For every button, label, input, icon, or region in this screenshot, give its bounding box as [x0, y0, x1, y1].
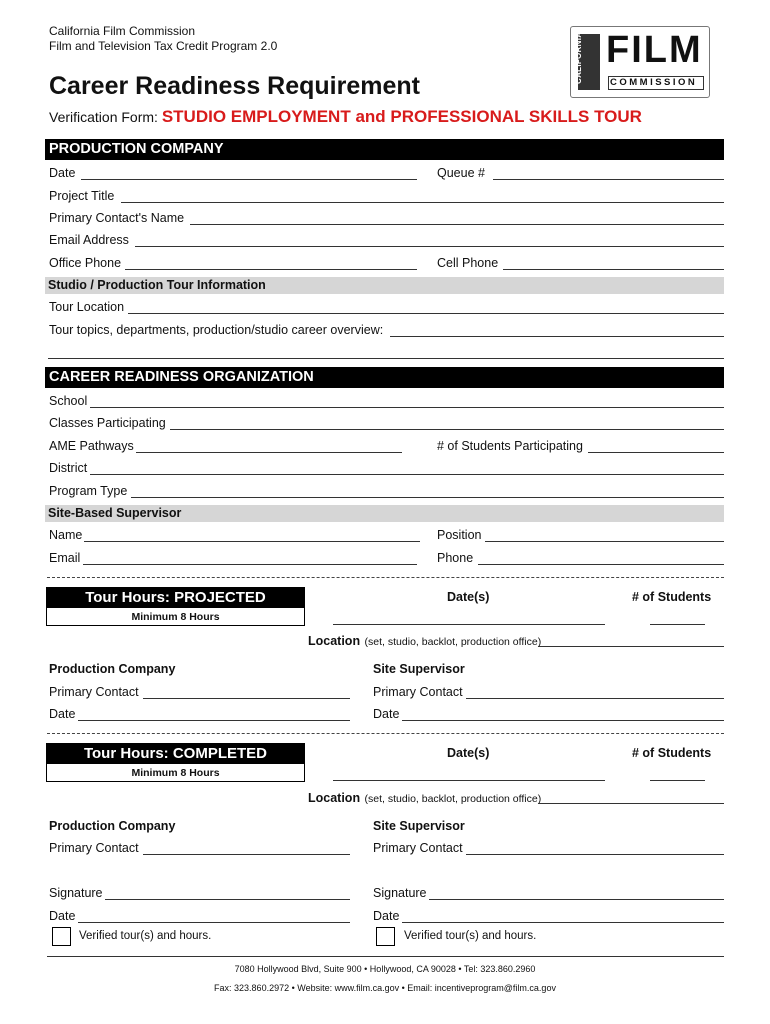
num-students-label: # of Students Participating — [437, 439, 583, 453]
completed-ss-contact-field[interactable] — [466, 854, 724, 855]
completed-site-supervisor-label: Site Supervisor — [373, 819, 465, 833]
projected-site-supervisor-label: Site Supervisor — [373, 662, 465, 676]
projected-location-label — [308, 632, 541, 650]
projected-location-field[interactable] — [538, 646, 724, 647]
completed-ss-date-field[interactable] — [402, 922, 724, 923]
subtitle-prefix: Verification Form: — [49, 109, 162, 125]
num-students-field[interactable] — [588, 452, 724, 453]
pc-email-label: Email Address — [49, 233, 129, 247]
projected-pc-date-field[interactable] — [78, 720, 350, 721]
pc-verified-label: Verified tour(s) and hours. — [79, 930, 212, 942]
pc-date-label: Date — [49, 166, 76, 180]
completed-ss-signature-label: Signature — [373, 886, 427, 900]
pc-project-title-label: Project Title — [49, 189, 115, 203]
subtitle-highlight: STUDIO EMPLOYMENT and PROFESSIONAL SKILLS TOUR — [161, 107, 642, 126]
projected-location-hint: (set, studio, backlot, production office) — [364, 636, 542, 648]
projected-location-word: Location — [308, 634, 361, 648]
ss-verified-label: Verified tour(s) and hours. — [404, 930, 537, 942]
completed-pc-date-label: Date — [49, 909, 76, 923]
tour-location-label: Tour Location — [49, 300, 125, 314]
projected-dates-field[interactable] — [333, 624, 605, 625]
projected-dates-label: Date(s) — [447, 590, 490, 604]
logo-commission: COMMISSION — [610, 77, 698, 88]
completed-ss-date-label: Date — [373, 909, 400, 923]
supervisor-email-label: Email — [49, 551, 81, 565]
projected-ss-contact-field[interactable] — [466, 698, 724, 699]
supervisor-heading: Site-Based Supervisor — [45, 505, 724, 522]
program-name: Film and Television Tax Credit Program 2.0 — [49, 39, 278, 53]
projected-students-field[interactable] — [650, 624, 705, 625]
completed-ss-signature-field[interactable] — [429, 899, 724, 900]
page-title: Career Readiness Requirement — [49, 72, 420, 100]
logo-california: CALIFORNIA — [574, 31, 583, 84]
projected-pc-date-label: Date — [49, 707, 76, 721]
tour-info-heading: Studio / Production Tour Information — [45, 277, 724, 294]
program-type-field[interactable] — [131, 497, 724, 498]
pc-cell-phone-field[interactable] — [503, 269, 724, 270]
projected-header: Tour Hours: PROJECTED — [46, 587, 305, 608]
pc-cell-phone-label: Cell Phone — [437, 256, 499, 270]
completed-students-field[interactable] — [650, 780, 705, 781]
film-commission-logo — [570, 26, 710, 98]
completed-location-field[interactable] — [538, 803, 724, 804]
production-company-header: PRODUCTION COMPANY — [45, 139, 724, 160]
supervisor-email-field[interactable] — [83, 564, 417, 565]
completed-header: Tour Hours: COMPLETED — [46, 743, 305, 764]
projected-ss-contact-label: Primary Contact — [373, 685, 463, 699]
completed-dates-field[interactable] — [333, 780, 605, 781]
ame-field[interactable] — [136, 452, 402, 453]
classes-label: Classes Participating — [49, 416, 166, 430]
supervisor-phone-field[interactable] — [478, 564, 724, 565]
footer-divider — [47, 956, 724, 957]
supervisor-name-label: Name — [49, 528, 83, 542]
completed-location-word: Location — [308, 791, 361, 805]
completed-ss-contact-label: Primary Contact — [373, 841, 463, 855]
supervisor-name-field[interactable] — [84, 541, 420, 542]
school-field[interactable] — [90, 407, 724, 408]
completed-location-hint: (set, studio, backlot, production office) — [364, 793, 542, 805]
projected-minimum: Minimum 8 Hours — [46, 608, 305, 626]
ame-label: AME Pathways — [49, 439, 134, 453]
completed-location-label — [308, 789, 541, 807]
pc-project-title-field[interactable] — [121, 202, 724, 203]
career-org-header: CAREER READINESS ORGANIZATION — [45, 367, 724, 388]
pc-primary-contact-label: Primary Contact's Name — [49, 211, 185, 225]
projected-prod-company-label: Production Company — [49, 662, 176, 676]
tour-topics-label: Tour topics, departments, production/studio career overview: — [49, 323, 384, 337]
footer-contact: Fax: 323.860.2972 • Website: www.film.ca.gov • Email: incentiveprogram@film.ca.gov — [214, 983, 556, 993]
tour-topics-field-2[interactable] — [48, 358, 724, 359]
pc-office-phone-field[interactable] — [125, 269, 417, 270]
district-field[interactable] — [90, 474, 724, 475]
pc-office-phone-label: Office Phone — [49, 256, 122, 270]
completed-pc-contact-label: Primary Contact — [49, 841, 139, 855]
district-label: District — [49, 461, 88, 475]
completed-prod-company-label: Production Company — [49, 819, 176, 833]
completed-pc-signature-field[interactable] — [105, 899, 350, 900]
classes-field[interactable] — [170, 429, 724, 430]
program-type-label: Program Type — [49, 484, 128, 498]
org-name: California Film Commission — [49, 24, 196, 38]
divider-dashed-2 — [47, 733, 724, 734]
pc-date-field[interactable] — [81, 179, 417, 180]
pc-verified-checkbox[interactable] — [52, 927, 71, 946]
page-subtitle — [49, 107, 642, 127]
projected-ss-date-label: Date — [373, 707, 400, 721]
ss-verified-checkbox[interactable] — [376, 927, 395, 946]
completed-pc-date-field[interactable] — [78, 922, 350, 923]
completed-minimum: Minimum 8 Hours — [46, 764, 305, 782]
completed-students-label: # of Students — [632, 746, 712, 760]
school-label: School — [49, 394, 88, 408]
projected-students-label: # of Students — [632, 590, 712, 604]
footer-address: 7080 Hollywood Blvd, Suite 900 • Hollywood, CA 90028 • Tel: 323.860.2960 — [234, 964, 536, 974]
completed-pc-signature-label: Signature — [49, 886, 103, 900]
completed-pc-contact-field[interactable] — [143, 854, 350, 855]
pc-email-field[interactable] — [135, 246, 724, 247]
tour-location-field[interactable] — [128, 313, 724, 314]
pc-queue-label: Queue # — [437, 166, 485, 180]
pc-primary-contact-field[interactable] — [190, 224, 724, 225]
supervisor-position-field[interactable] — [485, 541, 724, 542]
supervisor-position-label: Position — [437, 528, 482, 542]
divider-dashed — [47, 577, 724, 578]
pc-queue-field[interactable] — [493, 179, 724, 180]
projected-pc-contact-field[interactable] — [143, 698, 350, 699]
tour-topics-field[interactable] — [390, 336, 724, 337]
supervisor-phone-label: Phone — [437, 551, 474, 565]
projected-pc-contact-label: Primary Contact — [49, 685, 139, 699]
projected-ss-date-field[interactable] — [402, 720, 724, 721]
logo-film: FILM — [606, 29, 703, 71]
completed-dates-label: Date(s) — [447, 746, 490, 760]
